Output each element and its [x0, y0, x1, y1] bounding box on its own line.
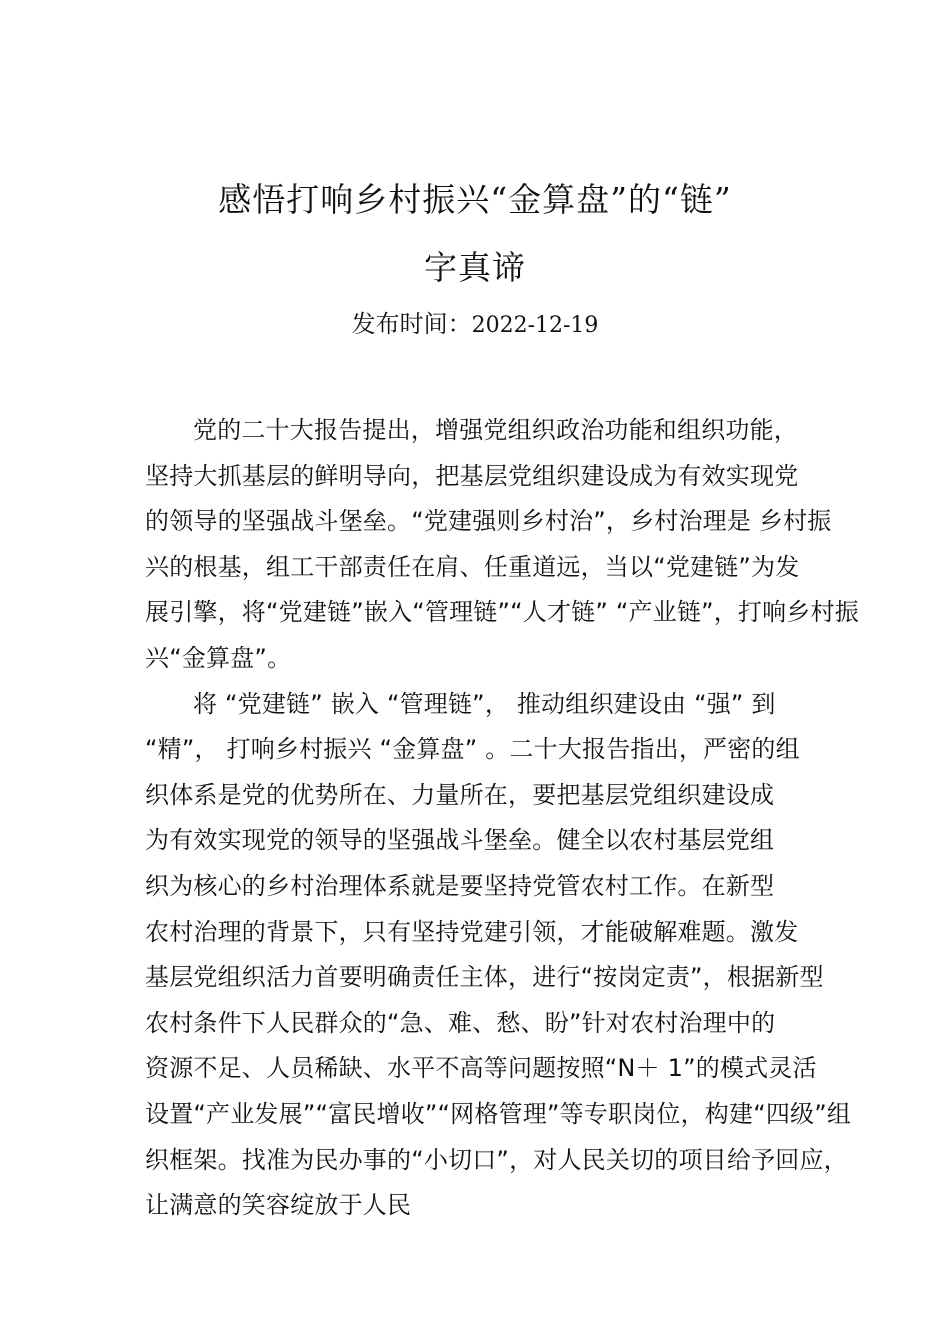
body-line: 为有效实现党的领导的坚强战斗堡垒。健全以农村基层党组 [145, 826, 775, 855]
body-line: 织为核心的乡村治理体系就是要坚持党管农村工作。在新型 [145, 871, 775, 900]
body-line: 的领导的坚强战斗堡垒。“党建强则乡村治”，乡村治理是 乡村振 [145, 507, 832, 536]
publish-date-value: 2022-12-19 [471, 313, 599, 338]
article-body [145, 408, 859, 1229]
body-line: 织体系是党的优势所在、力量所在，要把基层党组织建设成 [145, 780, 775, 809]
body-line: 织框架。找准为民办事的“小切口”，对人民关切的项目给予回应， [145, 1145, 848, 1174]
document-title-line-2: 字真谛 [424, 248, 526, 287]
body-line: 兴的根基，组工干部责任在肩、任重道远，当以“党建链”为发 [145, 552, 800, 581]
body-line: 农村治理的背景下，只有坚持党建引领，才能破解难题。激发 [145, 917, 799, 946]
body-line: 将 “党建链” 嵌入 “管理链”， 推动组织建设由 “强” 到 [193, 689, 776, 718]
body-line: 农村条件下人民群众的“急、难、愁、盼”针对农村治理中的 [145, 1008, 776, 1037]
document-title-line-1: 感悟打响乡村振兴“金算盘”的“链” [218, 180, 732, 219]
body-line: 资源不足、人员稀缺、水平不高等问题按照“N＋ 1”的模式灵活 [145, 1054, 817, 1083]
publish-date-row [145, 308, 805, 342]
body-line: “精”， 打响乡村振兴 “金算盘” 。二十大报告指出，严密的组 [145, 735, 800, 764]
publish-date-label: 发布时间： [351, 310, 472, 338]
body-line: 基层党组织活力首要明确责任主体，进行“按岗定责”，根据新型 [145, 963, 824, 992]
body-line: 兴“金算盘”。 [145, 643, 292, 672]
body-line: 坚持大抓基层的鲜明导向，把基层党组织建设成为有效实现党 [145, 461, 799, 490]
body-line: 设置“产业发展”“富民增收”“网格管理”等专职岗位，构建“四级”组 [145, 1099, 852, 1128]
body-line: 展引擎，将“党建链”嵌入“管理链”“人才链” “产业链”，打响乡村振 [145, 598, 859, 627]
body-line: 党的二十大报告提出，增强党组织政治功能和组织功能， [193, 416, 798, 444]
body-line: 让满意的笑容绽放于人民 [145, 1191, 412, 1220]
